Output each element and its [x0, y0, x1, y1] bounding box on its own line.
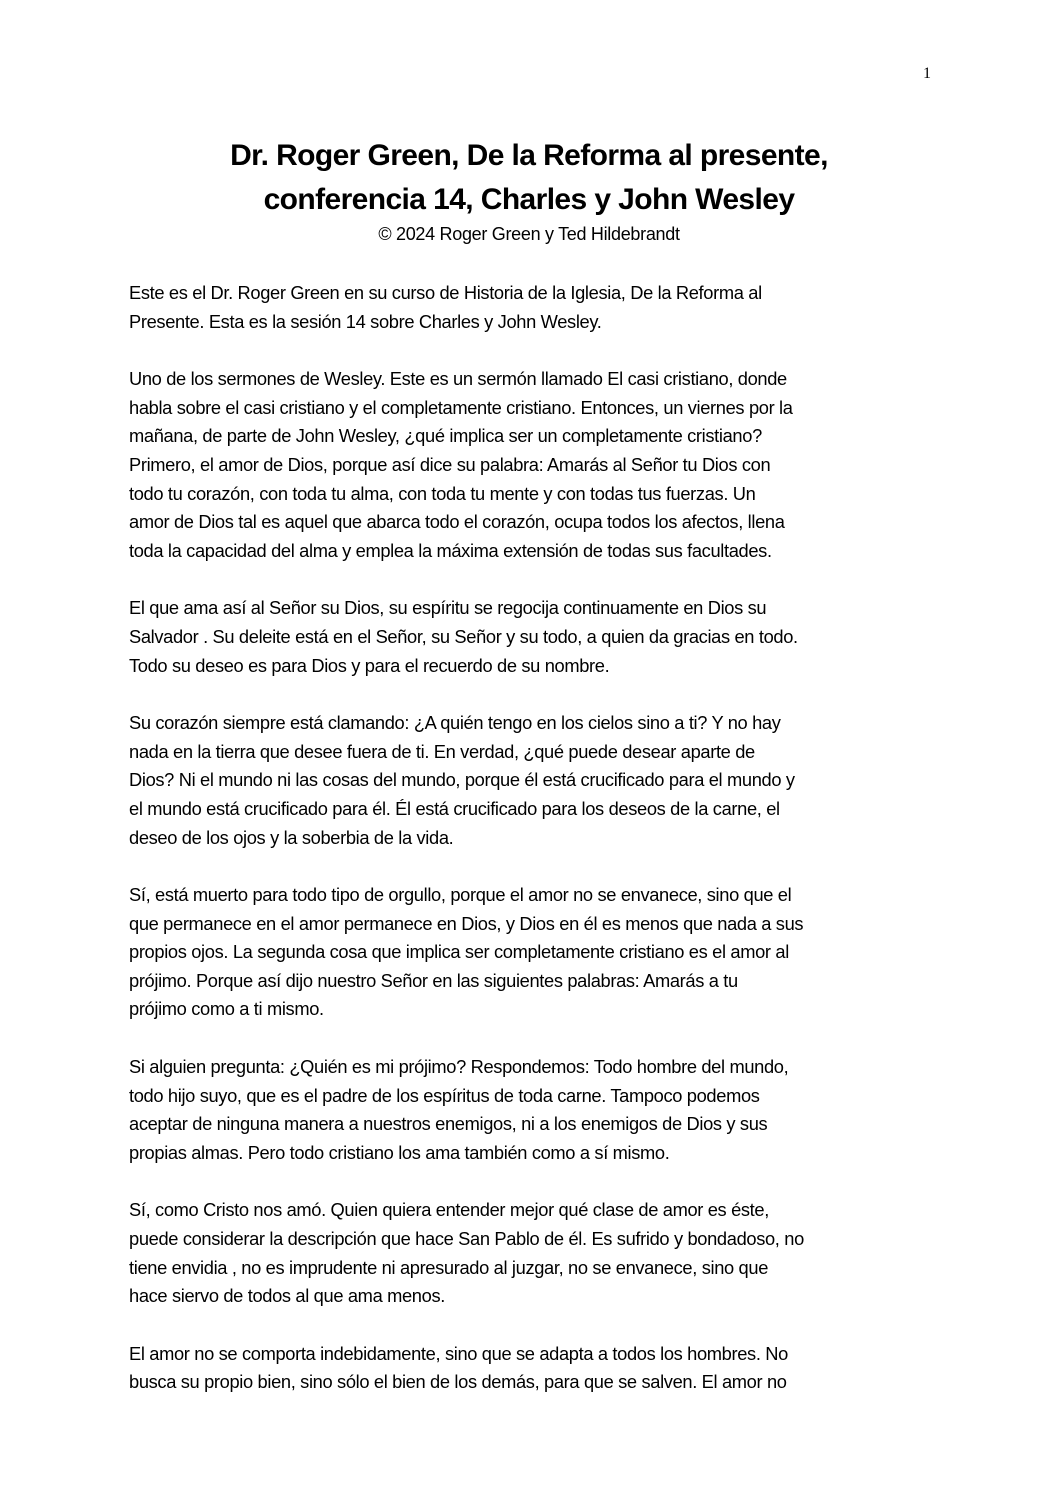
paragraph-8: [129, 1340, 949, 1397]
text-line: Uno de los sermones de Wesley. Este es un sermón llamado El casi cristiano, donde: [129, 368, 787, 390]
text-line: mañana, de parte de John Wesley, ¿qué implica ser un completamente cristiano?: [129, 425, 762, 447]
paragraph-7: [129, 1196, 949, 1310]
paragraph-2: [129, 365, 949, 565]
text-line: propios ojos. La segunda cosa que implica ser completamente cristiano es el amor al: [129, 941, 789, 963]
text-line: Dios? Ni el mundo ni las cosas del mundo, porque él está crucificado para el mundo y: [129, 769, 795, 791]
paragraph-3: [129, 594, 949, 680]
text-line: nada en la tierra que desee fuera de ti. En verdad, ¿qué puede desear aparte de: [129, 740, 755, 762]
text-line: prójimo. Porque así dijo nuestro Señor en las siguientes palabras: Amarás a tu: [129, 969, 738, 991]
text-line: Este es el Dr. Roger Green en su curso de Historia de la Iglesia, De la Reforma al: [129, 282, 762, 303]
document-header: [0, 134, 1058, 246]
text-line: puede considerar la descripción que hace San Pablo de él. Es sufrido y bondadoso, no: [129, 1228, 804, 1250]
text-line: hace siervo de todos al que ama menos.: [129, 1285, 445, 1307]
text-line: habla sobre el casi cristiano y el completamente cristiano. Entonces, un viernes por la: [129, 396, 793, 418]
paragraph-5: [129, 881, 949, 1024]
text-line: el mundo está crucificado para él. Él está crucificado para los deseos de la carne, el: [129, 797, 780, 819]
text-line: deseo de los ojos y la soberbia de la vida.: [129, 826, 454, 848]
text-line: busca su propio bien, sino sólo el bien de los demás, para que se salven. El amor no: [129, 1371, 787, 1393]
text-line: El amor no se comporta indebidamente, sino que se adapta a todos los hombres. No: [129, 1342, 788, 1364]
text-line: propias almas. Pero todo cristiano los ama también como a sí mismo.: [129, 1141, 670, 1163]
paragraph-6: [129, 1053, 949, 1167]
text-line: que permanece en el amor permanece en Dios, y Dios en él es menos que nada a sus: [129, 912, 804, 934]
text-line: Primero, el amor de Dios, porque así dice su palabra: Amarás al Señor tu Dios con: [129, 453, 771, 475]
text-line: Salvador . Su deleite está en el Señor, su Señor y su todo, a quien da gracias en todo.: [129, 625, 798, 647]
text-line: aceptar de ninguna manera a nuestros enemigos, ni a los enemigos de Dios y sus: [129, 1113, 768, 1135]
document-title-line-2: conferencia 14, Charles y John Wesley: [263, 183, 795, 216]
document-title-line-1: Dr. Roger Green, De la Reforma al presente,: [230, 139, 828, 172]
text-line: Sí, como Cristo nos amó. Quien quiera entender mejor qué clase de amor es éste,: [129, 1199, 769, 1221]
text-line: amor de Dios tal es aquel que abarca todo el corazón, ocupa todos los afectos, llena: [129, 511, 785, 533]
text-line: Presente. Esta es la sesión 14 sobre Charles y John Wesley.: [129, 310, 602, 332]
page-number: 1: [923, 65, 931, 82]
copyright-notice: © 2024 Roger Green y Ted Hildebrandt: [378, 224, 680, 244]
text-line: todo tu corazón, con toda tu alma, con toda tu mente y con todas tus fuerzas. Un: [129, 482, 756, 504]
text-line: Si alguien pregunta: ¿Quién es mi prójimo? Respondemos: Todo hombre del mundo,: [129, 1056, 789, 1078]
text-line: tiene envidia , no es imprudente ni apresurado al juzgar, no se envanece, sino que: [129, 1256, 769, 1278]
text-line: Su corazón siempre está clamando: ¿A quién tengo en los cielos sino a ti? Y no hay: [129, 712, 781, 734]
text-line: El que ama así al Señor su Dios, su espíritu se regocija continuamente en Dios su: [129, 597, 767, 619]
text-line: Sí, está muerto para todo tipo de orgullo, porque el amor no se envanece, sino que el: [129, 884, 792, 906]
document-body: [129, 279, 949, 1426]
text-line: todo hijo suyo, que es el padre de los espíritus de toda carne. Tampoco podemos: [129, 1084, 760, 1106]
paragraph-4: [129, 709, 949, 852]
paragraph-1: [129, 279, 949, 336]
text-line: Todo su deseo es para Dios y para el recuerdo de su nombre.: [129, 654, 610, 676]
text-line: toda la capacidad del alma y emplea la máxima extensión de todas sus facultades.: [129, 539, 772, 561]
text-line: prójimo como a ti mismo.: [129, 998, 324, 1020]
